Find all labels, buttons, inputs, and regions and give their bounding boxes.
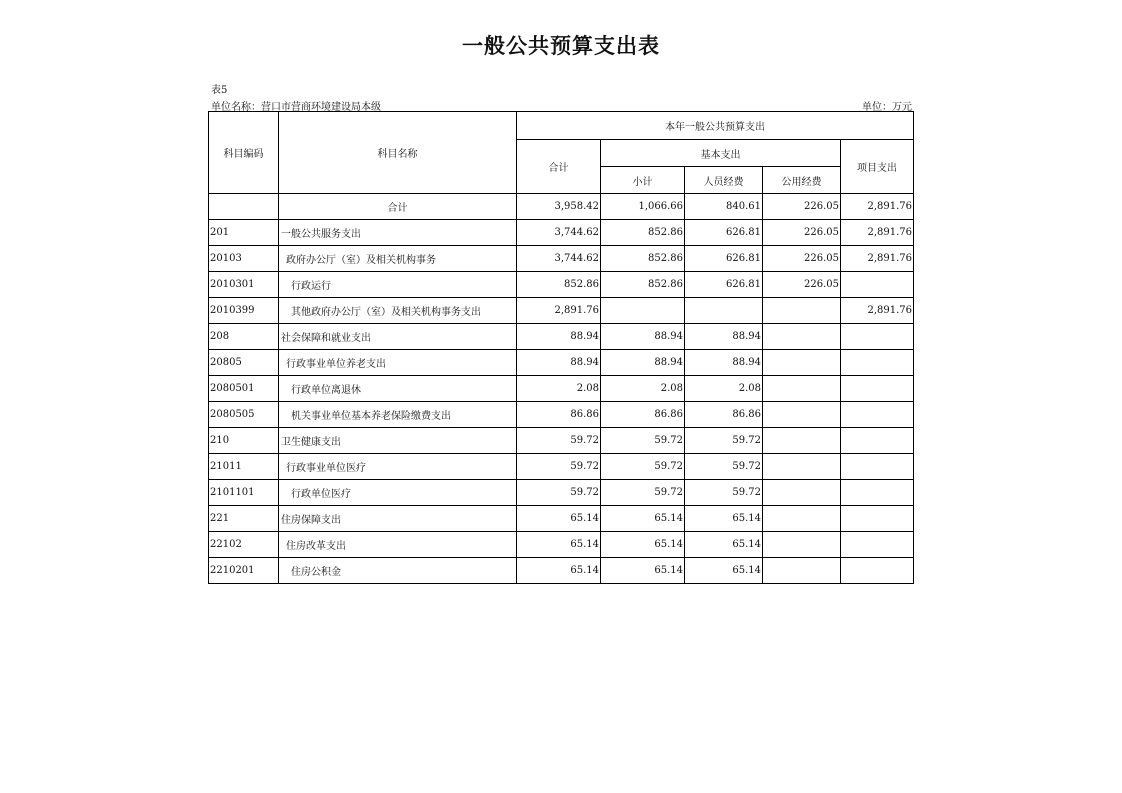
cell-subtotal: 59.72 — [601, 480, 685, 506]
header-group: 本年一般公共预算支出 — [517, 112, 914, 140]
cell-code: 201 — [209, 220, 279, 246]
header-project: 项目支出 — [841, 140, 914, 194]
cell-code — [209, 194, 279, 220]
cell-code: 210 — [209, 428, 279, 454]
table-row — [209, 506, 914, 532]
cell-name: 其他政府办公厅（室）及相关机构事务支出 — [279, 298, 517, 324]
cell-personnel: 840.61 — [685, 194, 763, 220]
cell-total: 65.14 — [517, 506, 601, 532]
header-total: 合计 — [517, 140, 601, 194]
cell-subtotal: 2.08 — [601, 376, 685, 402]
cell-name: 行政单位离退休 — [279, 376, 517, 402]
cell-subtotal: 852.86 — [601, 220, 685, 246]
cell-public — [763, 376, 841, 402]
cell-public — [763, 298, 841, 324]
cell-project: 2,891.76 — [841, 220, 914, 246]
cell-personnel: 626.81 — [685, 220, 763, 246]
cell-name: 住房公积金 — [279, 558, 517, 584]
header-public: 公用经费 — [763, 167, 841, 194]
cell-project — [841, 376, 914, 402]
cell-project: 2,891.76 — [841, 246, 914, 272]
unit-label: 单位：万元 — [862, 102, 912, 113]
cell-total: 88.94 — [517, 350, 601, 376]
cell-project: 2,891.76 — [841, 298, 914, 324]
cell-project — [841, 480, 914, 506]
cell-total: 86.86 — [517, 402, 601, 428]
cell-code: 21011 — [209, 454, 279, 480]
cell-name: 机关事业单位基本养老保险缴费支出 — [279, 402, 517, 428]
cell-personnel: 88.94 — [685, 324, 763, 350]
cell-total: 65.14 — [517, 532, 601, 558]
cell-name: 住房保障支出 — [279, 506, 517, 532]
table-row — [209, 350, 914, 376]
cell-subtotal: 88.94 — [601, 350, 685, 376]
cell-name: 住房改革支出 — [279, 532, 517, 558]
cell-code: 2010399 — [209, 298, 279, 324]
cell-code: 221 — [209, 506, 279, 532]
cell-code: 2210201 — [209, 558, 279, 584]
cell-name: 行政运行 — [279, 272, 517, 298]
cell-total: 59.72 — [517, 480, 601, 506]
header-code: 科目编码 — [209, 112, 279, 194]
cell-project: 2,891.76 — [841, 194, 914, 220]
cell-total: 59.72 — [517, 428, 601, 454]
cell-code: 20805 — [209, 350, 279, 376]
cell-total: 3,744.62 — [517, 246, 601, 272]
table-row — [209, 558, 914, 584]
cell-personnel: 626.81 — [685, 246, 763, 272]
cell-subtotal: 59.72 — [601, 454, 685, 480]
cell-subtotal: 88.94 — [601, 324, 685, 350]
cell-total: 88.94 — [517, 324, 601, 350]
budget-table — [208, 111, 914, 584]
cell-public — [763, 454, 841, 480]
cell-public: 226.05 — [763, 220, 841, 246]
cell-personnel: 86.86 — [685, 402, 763, 428]
cell-total: 3,958.42 — [517, 194, 601, 220]
cell-personnel: 2.08 — [685, 376, 763, 402]
cell-personnel: 59.72 — [685, 428, 763, 454]
cell-code: 208 — [209, 324, 279, 350]
cell-code: 22102 — [209, 532, 279, 558]
header-name: 科目名称 — [279, 112, 517, 194]
cell-public — [763, 480, 841, 506]
cell-project — [841, 402, 914, 428]
cell-project — [841, 506, 914, 532]
cell-project — [841, 350, 914, 376]
cell-code: 2080501 — [209, 376, 279, 402]
cell-project — [841, 532, 914, 558]
table-row — [209, 272, 914, 298]
table-row — [209, 532, 914, 558]
table-row — [209, 480, 914, 506]
cell-subtotal: 65.14 — [601, 532, 685, 558]
cell-project — [841, 272, 914, 298]
table-row — [209, 298, 914, 324]
table-row — [209, 376, 914, 402]
table-row — [209, 194, 914, 220]
cell-total: 3,744.62 — [517, 220, 601, 246]
cell-name: 行政单位医疗 — [279, 480, 517, 506]
cell-personnel: 65.14 — [685, 532, 763, 558]
cell-project — [841, 324, 914, 350]
cell-total: 59.72 — [517, 454, 601, 480]
cell-public: 226.05 — [763, 272, 841, 298]
cell-public — [763, 532, 841, 558]
cell-name: 合计 — [279, 194, 517, 220]
cell-code: 20103 — [209, 246, 279, 272]
cell-name: 社会保障和就业支出 — [279, 324, 517, 350]
cell-total: 2,891.76 — [517, 298, 601, 324]
cell-personnel: 626.81 — [685, 272, 763, 298]
cell-personnel — [685, 298, 763, 324]
cell-project — [841, 454, 914, 480]
table-number: 表5 — [211, 85, 228, 96]
cell-name: 政府办公厅（室）及相关机构事务 — [279, 246, 517, 272]
unit-name: 单位名称：营口市营商环境建设局本级 — [211, 102, 381, 113]
cell-subtotal: 852.86 — [601, 272, 685, 298]
cell-personnel: 65.14 — [685, 506, 763, 532]
cell-public: 226.05 — [763, 246, 841, 272]
cell-name: 行政事业单位养老支出 — [279, 350, 517, 376]
cell-subtotal: 59.72 — [601, 428, 685, 454]
cell-public: 226.05 — [763, 194, 841, 220]
table-row — [209, 220, 914, 246]
table-header — [209, 112, 914, 194]
cell-subtotal: 1,066.66 — [601, 194, 685, 220]
cell-public — [763, 558, 841, 584]
table-row — [209, 428, 914, 454]
cell-total: 852.86 — [517, 272, 601, 298]
header-subtotal: 小计 — [601, 167, 685, 194]
cell-name: 卫生健康支出 — [279, 428, 517, 454]
table-row — [209, 246, 914, 272]
cell-personnel: 88.94 — [685, 350, 763, 376]
cell-public — [763, 324, 841, 350]
cell-public — [763, 350, 841, 376]
cell-personnel: 59.72 — [685, 454, 763, 480]
cell-project — [841, 428, 914, 454]
header-personnel: 人员经费 — [685, 167, 763, 194]
cell-code: 2101101 — [209, 480, 279, 506]
cell-public — [763, 428, 841, 454]
cell-public — [763, 506, 841, 532]
table-row — [209, 402, 914, 428]
cell-subtotal: 65.14 — [601, 506, 685, 532]
cell-personnel: 65.14 — [685, 558, 763, 584]
cell-code: 2080505 — [209, 402, 279, 428]
table-row — [209, 324, 914, 350]
cell-public — [763, 402, 841, 428]
table-row — [209, 454, 914, 480]
cell-subtotal — [601, 298, 685, 324]
cell-personnel: 59.72 — [685, 480, 763, 506]
cell-total: 65.14 — [517, 558, 601, 584]
cell-name: 行政事业单位医疗 — [279, 454, 517, 480]
header-basic: 基本支出 — [601, 140, 841, 167]
cell-code: 2010301 — [209, 272, 279, 298]
cell-subtotal: 86.86 — [601, 402, 685, 428]
cell-project — [841, 558, 914, 584]
table-body — [209, 194, 914, 584]
cell-total: 2.08 — [517, 376, 601, 402]
cell-subtotal: 65.14 — [601, 558, 685, 584]
cell-name: 一般公共服务支出 — [279, 220, 517, 246]
page-title: 一般公共预算支出表 — [462, 34, 660, 58]
cell-subtotal: 852.86 — [601, 246, 685, 272]
